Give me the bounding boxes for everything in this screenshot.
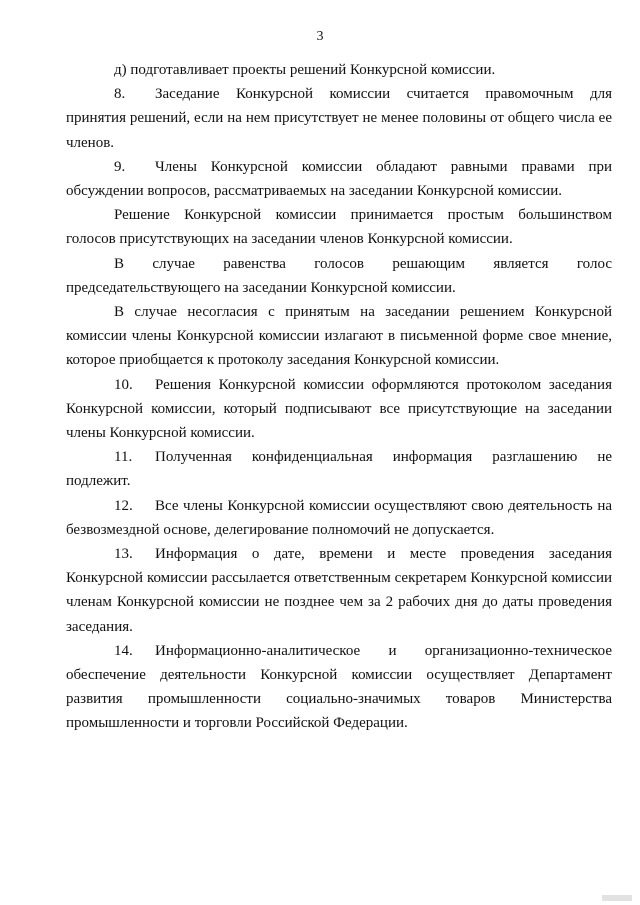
paragraph-12 <box>66 494 612 542</box>
paragraph-number: 14. <box>114 642 133 659</box>
paragraph-number: 9. <box>114 158 126 175</box>
document-body <box>66 58 612 736</box>
page-number: 3 <box>316 29 324 44</box>
paragraph-d <box>66 58 612 82</box>
paragraph-9-decision <box>66 203 612 251</box>
paragraph-text: Члены Конкурсной комиссии обладают равными правами при обсуждении вопросов, рассматриваемых на заседании Конкурсной комиссии. <box>66 158 612 200</box>
paragraph-8 <box>66 82 612 155</box>
paragraph-text: Решения Конкурсной комиссии оформляются протоколом заседания Конкурсной комиссии, который подписывают все присутствующие на заседании члены Конкурсной комиссии. <box>66 376 612 442</box>
paragraph-10 <box>66 373 612 446</box>
paragraph-9-tie <box>66 252 612 300</box>
paragraph-text: Решение Конкурсной комиссии принимается простым большинством голосов присутствующих на заседании членов Конкурсной комиссии. <box>66 207 612 248</box>
paragraph-13 <box>66 542 612 639</box>
paragraph-14 <box>66 639 612 736</box>
paragraph-11 <box>66 445 612 493</box>
paragraph-number: 12. <box>114 497 133 514</box>
paragraph-number: 10. <box>114 376 133 393</box>
paragraph-text: В случае равенства голосов решающим является голос председательствующего на заседании Конкурсной комиссии. <box>66 255 612 296</box>
paragraph-9-disagreement <box>66 300 612 373</box>
paragraph-text: Информационно-аналитическое и организационно-техническое обеспечение деятельности Конкурсной комиссии осуществляет Департамент развития промышленности социально-значимых товаров Министерства промышленности и торговли Российской Федерации. <box>66 642 612 732</box>
paragraph-text: Информация о дате, времени и месте проведения заседания Конкурсной комиссии рассылается ответственным секретарем Конкурсной комиссии членам Конкурсной комиссии не позднее чем за 2 рабочих дня до даты проведения заседания. <box>66 546 612 635</box>
paragraph-text: Заседание Конкурсной комиссии считается правомочным для принятия решений, если на нем присутствует не менее половины от общего числа ее членов. <box>66 86 612 151</box>
paragraph-number: 13. <box>114 546 133 563</box>
paragraph-9 <box>66 155 612 203</box>
scan-edge-mark <box>602 895 632 901</box>
paragraph-text: Все члены Конкурсной комиссии осуществляют свою деятельность на безвозмездной основе, делегирование полномочий не допускается. <box>66 497 612 538</box>
paragraph-number: 11. <box>114 449 133 466</box>
paragraph-number: 8. <box>114 86 126 103</box>
paragraph-text: Полученная конфиденциальная информация разглашению не подлежит. <box>66 449 612 490</box>
paragraph-text: В случае несогласия с принятым на заседании решением Конкурсной комиссии члены Конкурсной комиссии излагают в письменной форме свое мнение, которое приобщается к протоколу заседания Конкурсной комиссии. <box>66 304 612 369</box>
paragraph-text: д) подготавливает проекты решений Конкурсной комиссии. <box>114 62 496 78</box>
